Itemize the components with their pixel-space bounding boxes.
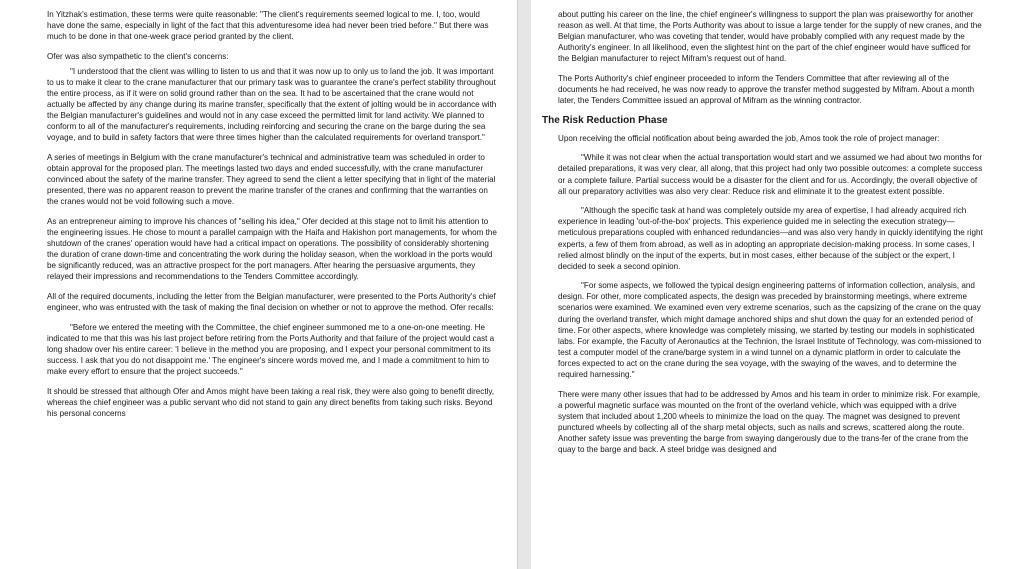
paragraph: As an entrepreneur aiming to improve his chances of "selling his idea," Ofer decided at this stage not to limit his attention to the engineering issues. He chose to mount a parallel campaign with the Haifa and Hakishon port managements, for whom the shutdown of the cranes' operation would have had a critical impact on operations. The possibility of considerably shortening the duration of crane down-time and concentrating the work during the holiday season, when the workload in the ports would be significantly reduced, was an attractive prospect for the port managers. After hearing the persuasive arguments, they relayed their impressions and recommendations to the Tenders Committee accordingly. xyxy=(47,217,497,282)
block-quote: "I understood that the client was willing to listen to us and that it was now up to only us to land the job. It was important to us to make it clear to the crane manufacturer that our primary task was to guarantee the crane's perfect stability throughout the entire process, as if it were on solid ground rather than on the sea. It had to be ascertained that the crane would not actually be affected by any change during its marine transfer, specifically that the extent of jolting would be in accordance with the Belgian manufacturer's guidelines and would not in any case exceed the permitted limit for land activity. We planned to conform to all of the manufacturer's requirements, including reinforcing and securing the crane on the barge during the sea voyage, and to build in safety factors that were three times higher than the calculated requirements for overland transport." xyxy=(47,66,497,143)
block-quote: "Before we entered the meeting with the Committee, the chief engineer summoned me to a one-on-one meeting. He indicated to me that this was his last project before retiring from the Ports Authority and that failure of the project would cast a long shadow over his entire career: 'I believe in the method you are proposing, and I expect your personal commitment to its success. I ask that you do not disappoint me.' The engineer's sincere words moved me, and I made a commitment to him to make every effort to ensure that the project succeeds." xyxy=(47,322,495,377)
paragraph: A series of meetings in Belgium with the crane manufacturer's technical and administrative team was scheduled in order to obtain approval for the proposed plan. The meetings lasted two days and ended successfully, with the crane manufacturer convinced about the safety of the marine transfer. They agreed to send the client a letter specifying that in light of the material presented, there was no apparent reason to prevent the marine transfer of the cranes and confirming that the warranties on the cranes would not be void following such a move. xyxy=(47,153,496,207)
block-quote: "Although the specific task at hand was completely outside my area of expertise, I had already acquired rich experience in leading 'out-of-the-box' projects. This experience guided me in selecting the execution strategy—meticulous preparations coupled with enhanced redundancies—and was also very handy in quickly identifying the right experts, a few of them from abroad, as well as in adopting an appropriate decision-making process. In some cases, I relied almost blindly on the input of the experts, but in most cases, either because of the subject or the expert, I decided to seek a second opinion. xyxy=(558,206,983,271)
paragraph: It should be stressed that although Ofer and Amos might have been taking a real risk, they were also going to benefit directly, whereas the chief engineer was a public servant who did not stand to gain any direct benefits from taking such risks. Beyond his personal concerns xyxy=(47,386,495,418)
paragraph: In Yitzhak's estimation, these terms were quite reasonable: "The client's requirements seemed logical to me. I, too, would have done the same, especially in light of the fact that this adventuresome idea had never been tried before." But there was much to be done in that one-week grace period granted by the client. xyxy=(47,10,489,42)
block-quote: "While it was not clear when the actual transportation would start and we assumed we had about two months for detailed preparations, it was very clear, all along, that this project had only two possible outcomes: a complete success or a complete failure. Partial success would be a disaster for the client and for us. Accordingly, the overall objective of all our preparatory activities was also very clear: Reduce risk and eliminate it to the greatest extent possible. xyxy=(558,153,983,196)
paragraph: Upon receiving the official notification about being awarded the job, Amos took the role of project manager: xyxy=(558,133,940,143)
block-quote: "For some aspects, we followed the typical design engineering patterns of information collection, analysis, and design. For other, more complicated aspects, the design was preceded by brainstorming meetings, where extreme scenarios were examined. We examined even very extreme scenarios, such as the capsizing of the crane on the quay during the overland transfer, which might damage anchored ships and shut down the quay for an extended period of time. For other aspects, where knowledge was completely missing, we started by testing our models in sophisticated labs. For example, the Faculty of Aeronautics at the Technion, the Israel Institute of Technology, was com-missioned to test a computer model of the crane/barge system in a wind tunnel on a dynamic platform in order to calculate the forces expected to act on the crane during the sea voyage, with the swaying of the waves, and to determine the required harnessing." xyxy=(558,281,982,380)
paragraph: The Ports Authority's chief engineer proceeded to inform the Tenders Committee that after reviewing all of the documents he had received, he was now ready to approve the transfer method suggested by Mifram. About a month later, the Tenders Committee issued an approval of Mifram as the winning contractor. xyxy=(558,73,975,106)
paragraph: about putting his career on the line, the chief engineer's willingness to support the plan was praiseworthy for another reason as well. At that time, the Ports Authority was about to issue a large tender for the supply of new cranes, and the Belgian manufacturer, who was coveting that tender, would have probably complied with any request made by the Authority's engineer. In all likelihood, even the slightest hint on the part of the chief engineer would have sufficed for the Belgian manufacturer to reject Mifram's request out of hand. xyxy=(558,10,982,64)
section-heading: The Risk Reduction Phase xyxy=(542,114,668,126)
paragraph: Ofer was also sympathetic to the client's concerns: xyxy=(47,51,229,61)
paragraph: All of the required documents, including the letter from the Belgian manufacturer, were presented to the Ports Authority's chief engineer, who was entrusted with the task of making the final decision on whether or not to approve the method. Ofer recalls: xyxy=(47,292,496,313)
document-page-right xyxy=(531,0,1024,569)
paragraph: There were many other issues that had to be addressed by Amos and his team in order to minimize risk. For example, a powerful magnetic surface was mounted on the front of the overland vehicle, which was equipped with a drive system that included about 1,200 wheels to minimize the load on the quay. The magnet was designed to prevent punctured wheels by collecting all of the sharp metal objects, such as nails and screws, scattered along the route. Another safety issue was preventing the barge from swaying dangerously due to the trans-fer of the crane from the quay to the barge and back. A steel bridge was designed and xyxy=(558,389,980,455)
